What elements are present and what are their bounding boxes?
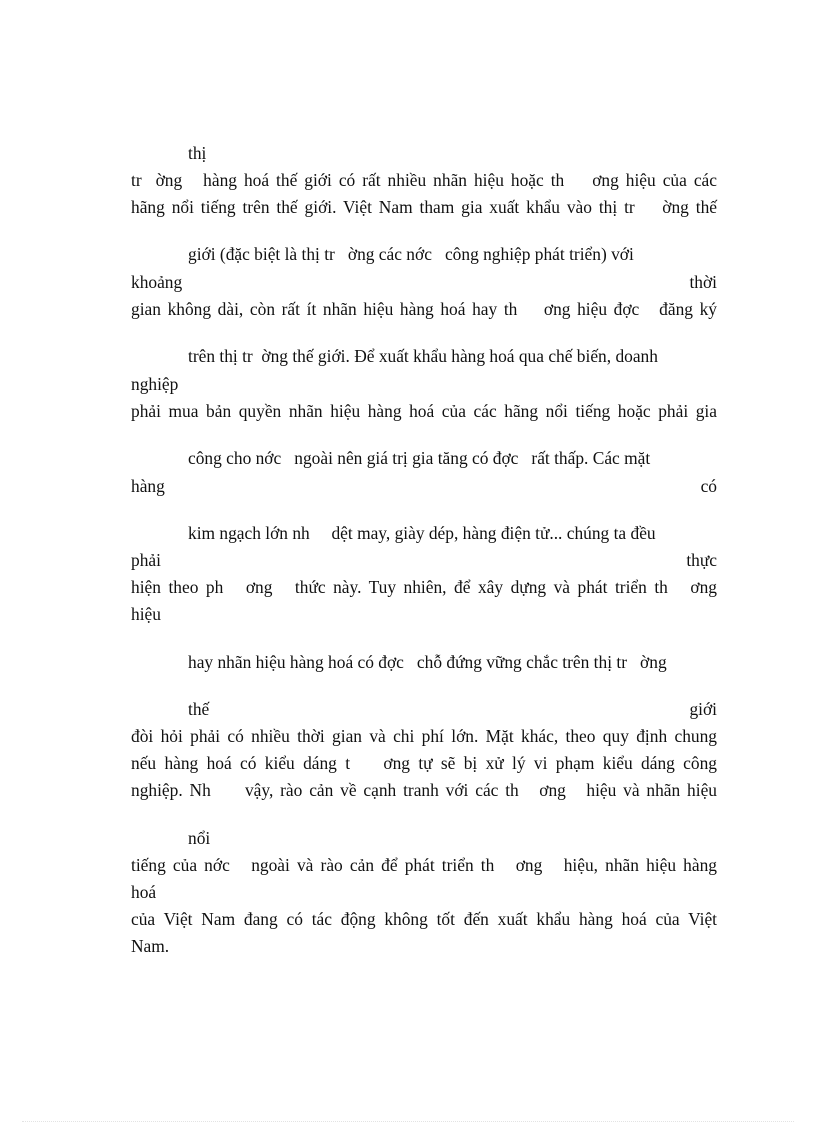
text-line: hiệu: [131, 604, 161, 624]
text-line: Nam.: [131, 936, 170, 956]
page-bottom-divider: [22, 1121, 794, 1122]
split-line: [131, 548, 717, 572]
text-line: hoá: [131, 882, 157, 902]
text-line: của Việt Nam đang có tác động không tốt đến xuất khẩu hàng hoá của Việt: [131, 909, 717, 929]
text-word: thời: [689, 272, 717, 292]
text-line: thị: [188, 143, 207, 163]
text-word: thế: [188, 699, 210, 719]
text-line: hay nhãn hiệu hàng hoá có đợc chỗ đứng vững chắc trên thị tr ờng: [188, 652, 667, 672]
text-word: phải: [131, 550, 161, 570]
text-line: gian không dài, còn rất ít nhãn hiệu hàng hoá hay th ơng hiệu đợc đăng ký: [131, 299, 717, 319]
text-line: hãng nổi tiếng trên thế giới. Việt Nam tham gia xuất khẩu vào thị tr ờng thế: [131, 197, 717, 217]
text-line: trên thị tr ờng thế giới. Để xuất khẩu hàng hoá qua chế biến, doanh: [188, 346, 658, 366]
text-line: tr ờng hàng hoá thế giới có rất nhiều nhãn hiệu hoặc th ơng hiệu của các: [131, 170, 717, 190]
text-line: nếu hàng hoá có kiểu dáng t ơng tự sẽ bị xử lý vi phạm kiểu dáng công: [131, 753, 717, 773]
text-line: giới (đặc biệt là thị tr ờng các nớc công nghiệp phát triển) với: [188, 244, 634, 264]
text-line: kim ngạch lớn nh dệt may, giày dép, hàng điện tử... chúng ta đều: [188, 523, 656, 543]
text-line: phải mua bản quyền nhãn hiệu hàng hoá của các hãng nổi tiếng hoặc phải gia: [131, 401, 717, 421]
text-line: nghiệp: [131, 374, 179, 394]
text-word: thực: [686, 550, 717, 570]
split-line: [131, 474, 717, 498]
split-line: [188, 697, 717, 721]
text-line: nghiệp. Nh vậy, rào cản về cạnh tranh với các th ơng hiệu và nhãn hiệu: [131, 780, 717, 800]
text-word: khoảng: [131, 272, 183, 292]
text-word: có: [700, 476, 717, 496]
split-line: [131, 270, 717, 294]
text-line: nổi: [188, 828, 211, 848]
text-word: hàng: [131, 476, 165, 496]
text-line: đòi hỏi phải có nhiều thời gian và chi phí lớn. Mặt khác, theo quy định chung: [131, 726, 717, 746]
text-line: tiếng của nớc ngoài và rào cản để phát triển th ơng hiệu, nhãn hiệu hàng: [131, 855, 717, 875]
text-line: công cho nớc ngoài nên giá trị gia tăng có đợc rất thấp. Các mặt: [188, 448, 651, 468]
text-line: hiện theo ph ơng thức này. Tuy nhiên, để xây dựng và phát triển th ơng: [131, 577, 717, 597]
text-word: giới: [689, 699, 717, 719]
